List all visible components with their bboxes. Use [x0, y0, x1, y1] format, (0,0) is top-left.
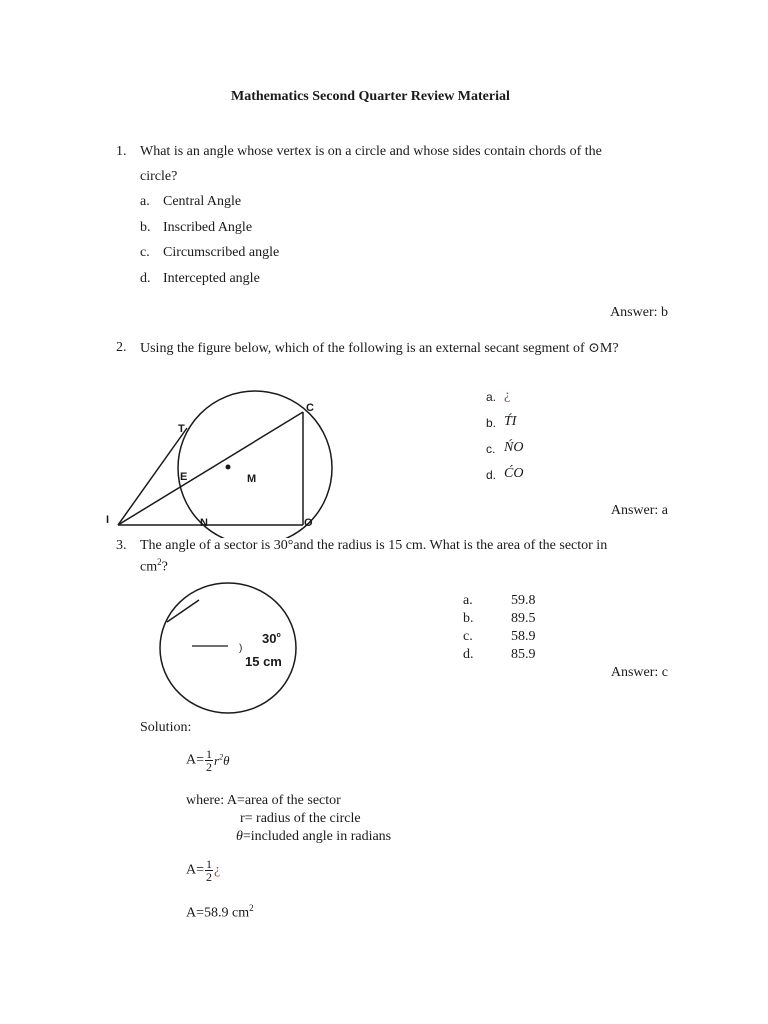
option-letter: c.	[463, 629, 473, 644]
center-point	[226, 465, 231, 470]
answer: Answer: a	[610, 503, 668, 518]
label-e: E	[180, 471, 188, 483]
option-letter: a.	[463, 593, 473, 608]
option-letter: d.	[486, 468, 497, 482]
secant-segment-ic	[118, 412, 303, 525]
label-t: T	[178, 423, 185, 435]
tangent-segment-it	[118, 428, 187, 525]
option-letter: a.	[486, 390, 497, 404]
question-number: 3.	[116, 538, 127, 553]
question-text-line-1: The angle of a sector is 30°and the radius is 15 cm. What is the area of the sector in	[140, 538, 608, 553]
option-text: ŃO	[504, 440, 524, 455]
area-step-2: A= $\frac{1}{2}$ ¿	[186, 857, 221, 884]
option-letter: c.	[486, 442, 496, 456]
option-letter: a.	[140, 194, 150, 209]
angle-arc-mark: )	[239, 643, 243, 654]
area-formula: A= $\frac{1}{2}$ $r^2\theta$	[186, 747, 230, 774]
option-letter: c.	[140, 245, 150, 260]
option-text: Central Angle	[163, 194, 242, 209]
option-letter: b.	[486, 416, 497, 430]
option-text: Inscribed Angle	[163, 220, 253, 235]
answer: Answer: b	[610, 305, 668, 320]
sector-circle	[160, 583, 296, 713]
option-text: T́I	[504, 414, 517, 429]
fraction-half: $\frac{1}{2}$	[206, 857, 213, 884]
question-number: 2.	[116, 340, 127, 355]
page-title: Mathematics Second Quarter Review Material	[231, 89, 510, 104]
option-value: 59.8	[511, 593, 536, 608]
option-letter: d.	[463, 647, 474, 662]
question-text-line-2: $cm^2$?	[140, 557, 168, 575]
option-text: ĆO	[504, 466, 524, 481]
where-line-3: θ=included angle in radians	[236, 829, 392, 844]
option-value: 85.9	[511, 647, 536, 662]
where-line-2: r= radius of the circle	[240, 811, 361, 826]
label-m: M	[247, 473, 257, 485]
secant-figure	[100, 388, 350, 538]
option-text: ¿	[504, 388, 511, 403]
solution-heading: Solution:	[140, 720, 192, 735]
label-o: O	[304, 517, 313, 529]
option-letter: d.	[140, 271, 151, 286]
sector-figure	[150, 580, 310, 715]
radius-label: 15 cm	[245, 654, 282, 669]
option-text: Intercepted angle	[163, 271, 260, 286]
angle-label: 30$^o$	[262, 631, 281, 646]
question-text: Using the figure below, which of the following is an external secant segment of ⊙M?	[140, 341, 619, 356]
option-letter: b.	[463, 611, 474, 626]
question-text-line-2: circle?	[140, 169, 178, 184]
area-result: A=58.9 $cm^2$	[186, 903, 254, 921]
fraction-half: $\frac{1}{2}$	[206, 747, 213, 774]
option-value: 89.5	[511, 611, 536, 626]
option-value: 58.9	[511, 629, 536, 644]
option-text: Circumscribed angle	[163, 245, 280, 260]
question-number: 1.	[116, 144, 127, 159]
label-n: N	[200, 517, 208, 529]
option-letter: b.	[140, 220, 151, 235]
label-c: C	[306, 402, 314, 414]
where-line-1: where: A=area of the sector	[186, 793, 341, 808]
label-i: I	[106, 514, 110, 526]
question-text-line-1: What is an angle whose vertex is on a circle and whose sides contain chords of the	[140, 144, 602, 159]
answer: Answer: c	[610, 665, 668, 680]
